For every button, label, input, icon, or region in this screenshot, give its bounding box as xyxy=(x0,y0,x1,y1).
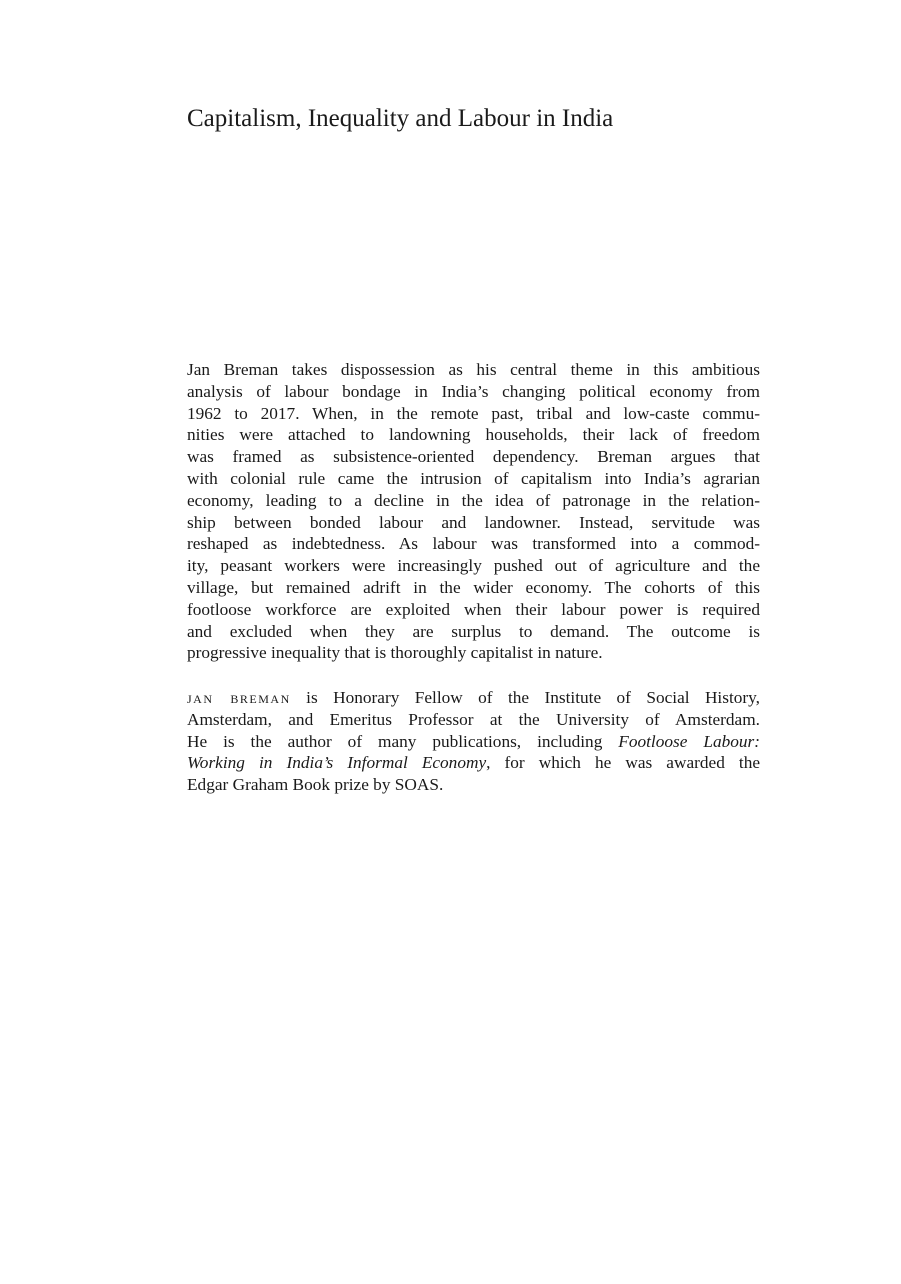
description-line: with colonial rule came the intrusion of capitalism into India’s agrarian xyxy=(187,468,760,488)
author-bio xyxy=(187,687,760,796)
description-line: ship between bonded labour and landowner. Instead, servitude was xyxy=(187,512,760,532)
description-line: Jan Breman takes dispossession as his central theme in this ambitious xyxy=(187,360,760,379)
page-title: Capitalism, Inequality and Labour in India xyxy=(187,105,614,132)
description-line: analysis of labour bondage in India’s changing political economy from xyxy=(187,381,760,401)
bio-line xyxy=(187,752,760,774)
description-line: economy, leading to a decline in the idea of patronage in the relation- xyxy=(187,490,760,510)
description-line: and excluded when they are surplus to demand. The outcome is xyxy=(187,621,760,641)
cited-book-title: Footloose Labour: xyxy=(618,731,760,751)
description-line: ity, peasant workers were increasingly pushed out of agriculture and the xyxy=(187,556,760,576)
description-line: nities were attached to landowning households, their lack of freedom xyxy=(187,425,760,445)
description-line: reshaped as indebtedness. As labour was transformed into a commod- xyxy=(187,534,760,554)
bio-text: , for which he was awarded the xyxy=(486,753,761,773)
description-line: was framed as subsistence-oriented dependency. Breman argues that xyxy=(187,447,760,467)
bio-line: Edgar Graham Book prize by SOAS. xyxy=(187,775,444,795)
bio-text: is Honorary Fellow of the Institute of Social History, xyxy=(290,688,760,707)
book-description xyxy=(187,359,760,664)
cited-book-title: Working in India’s Informal Economy xyxy=(187,753,487,773)
description-line: village, but remained adrift in the wider economy. The cohorts of this xyxy=(187,577,760,597)
bio-line: Amsterdam, and Emeritus Professor at the University of Amsterdam. xyxy=(187,709,760,729)
author-name: jan breman xyxy=(187,688,291,707)
bio-text: He is the author of many publications, including xyxy=(187,731,619,751)
bio-line xyxy=(187,731,760,753)
description-line: footloose workforce are exploited when their labour power is required xyxy=(187,599,760,619)
bio-line xyxy=(187,687,760,709)
description-line: progressive inequality that is thoroughly capitalist in nature. xyxy=(187,643,603,663)
description-line: 1962 to 2017. When, in the remote past, tribal and low-caste commu- xyxy=(187,403,760,423)
